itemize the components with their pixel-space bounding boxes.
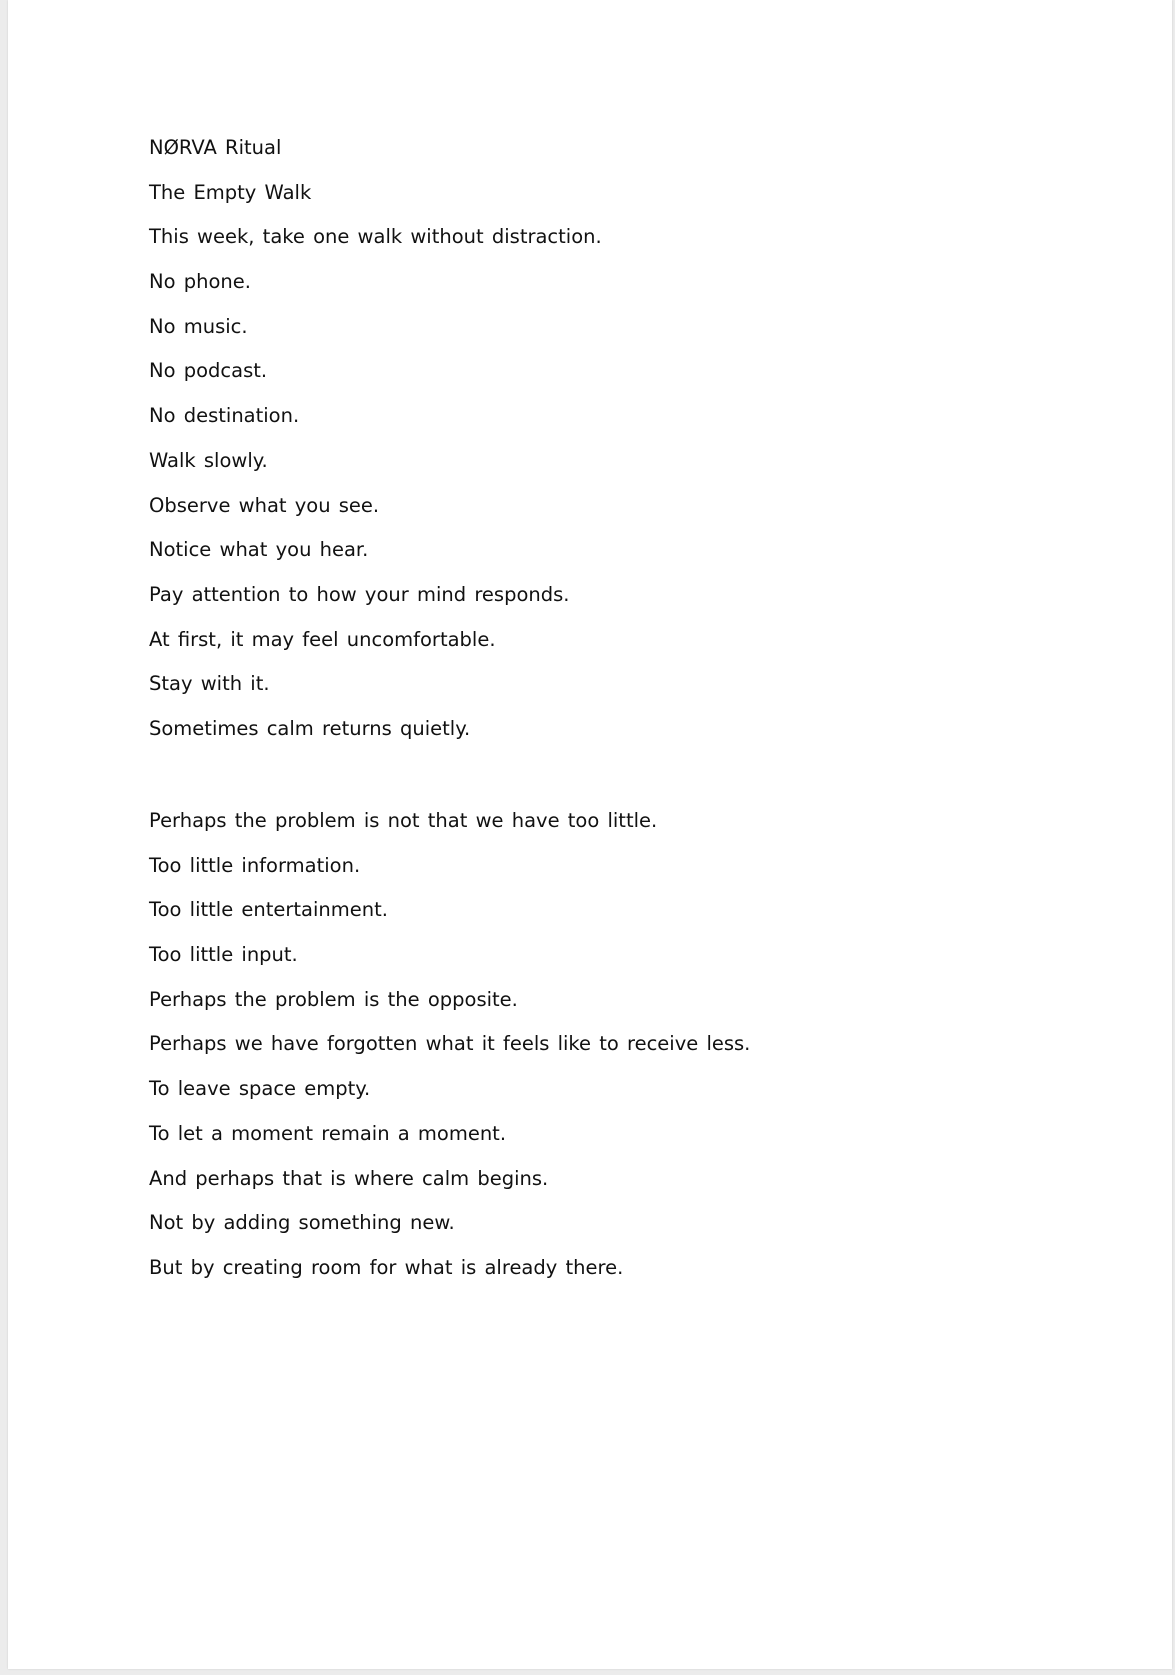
document-page: [8, 0, 1172, 1669]
text-line: But by creating room for what is already there.: [149, 1255, 624, 1279]
text-line: Perhaps we have forgotten what it feels like to receive less.: [149, 1032, 751, 1056]
ritual-brand: NØRVA Ritual: [149, 136, 282, 159]
text-line: Stay with it.: [149, 672, 270, 696]
text-line: Perhaps the problem is the opposite.: [149, 987, 518, 1011]
text-line: Perhaps the problem is not that we have too little.: [149, 809, 658, 832]
text-line: No music.: [149, 314, 248, 338]
ritual-title: The Empty Walk: [149, 180, 312, 204]
text-line: No phone.: [149, 270, 251, 294]
text-line: Observe what you see.: [149, 493, 380, 517]
text-line: Sometimes calm returns quietly.: [149, 716, 471, 740]
text-line: Notice what you hear.: [149, 538, 369, 562]
section-ritual: [149, 136, 1049, 762]
text-line: To let a moment remain a moment.: [149, 1121, 507, 1145]
text-line: No destination.: [149, 404, 300, 428]
text-line: No podcast.: [149, 359, 268, 383]
text-line: Too little entertainment.: [149, 898, 388, 922]
text-line: To leave space empty.: [149, 1077, 371, 1101]
text-line: This week, take one walk without distraction.: [149, 225, 602, 249]
text-line: Pay attention to how your mind responds.: [149, 582, 570, 606]
text-line: Walk slowly.: [149, 448, 268, 472]
section-reflection: [149, 809, 1049, 1301]
text-line: Not by adding something new.: [149, 1211, 455, 1235]
text-line: Too little input.: [149, 943, 298, 967]
text-line: At first, it may feel uncomfortable.: [149, 627, 496, 651]
text-line: And perhaps that is where calm begins.: [149, 1166, 549, 1190]
text-line: Too little information.: [149, 853, 361, 877]
